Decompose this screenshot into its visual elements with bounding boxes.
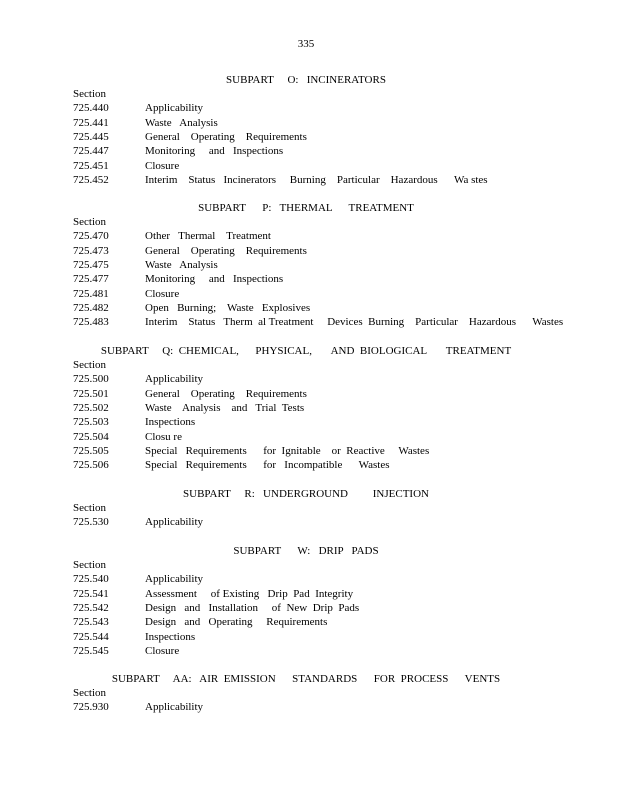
section-number: 725.482	[73, 301, 109, 314]
section-title: Design and Operating Requirements	[145, 616, 328, 629]
subpart-heading: SUBPART O: INCINERATORS	[226, 74, 386, 86]
section-number: 725.501	[73, 387, 109, 400]
section-title: Inspections	[145, 416, 196, 429]
page-number: 335	[297, 38, 315, 50]
section-number: 725.540	[73, 573, 109, 586]
section-title: Inspections	[145, 630, 196, 643]
section-title: Assessment of Existing Drip Pad Integrity	[145, 587, 354, 600]
section-title: Applicability	[145, 701, 204, 714]
section-label: Section	[73, 559, 106, 571]
section-number: 725.930	[73, 701, 109, 714]
section-number: 725.503	[73, 416, 109, 429]
subpart-heading: SUBPART R: UNDERGROUND INJECTION	[183, 488, 429, 500]
section-title: Applicability	[145, 373, 204, 386]
subpart-heading: SUBPART AA: AIR EMISSION STANDARDS FOR PROCESS VENTS	[111, 673, 501, 685]
section-number: 725.483	[73, 316, 109, 329]
section-title: Applicability	[145, 573, 204, 586]
section-number: 725.545	[73, 644, 109, 657]
section-number: 725.481	[73, 287, 109, 300]
section-number: 725.505	[73, 444, 109, 457]
section-number: 725.544	[73, 630, 109, 643]
section-number: 725.502	[73, 401, 109, 414]
section-title: Special Requirements for Incompatible Wastes	[145, 459, 390, 472]
section-number: 725.451	[73, 159, 109, 172]
section-title: Monitoring and Inspections	[145, 145, 284, 158]
section-number: 725.504	[73, 430, 109, 443]
section-label: Section	[73, 359, 106, 371]
section-title: Interim Status Incinerators Burning Particular Hazardous Wa stes	[145, 173, 488, 186]
section-number: 725.500	[73, 373, 109, 386]
section-title: Closure	[145, 159, 180, 172]
section-label: Section	[73, 687, 106, 699]
section-title: General Operating Requirements	[145, 130, 307, 143]
section-number: 725.475	[73, 258, 109, 271]
subpart-heading: SUBPART P: THERMAL TREATMENT	[198, 202, 414, 214]
subpart-heading: SUBPART W: DRIP PADS	[233, 545, 379, 557]
section-title: Closure	[145, 287, 180, 300]
section-title: Applicability	[145, 516, 204, 529]
section-title: General Operating Requirements	[145, 387, 307, 400]
section-title: Closu re	[145, 430, 182, 443]
section-title: Waste Analysis	[145, 258, 218, 271]
subpart-heading: SUBPART Q: CHEMICAL, PHYSICAL, AND BIOLOGICAL TREATMENT	[100, 345, 512, 357]
section-title: Waste Analysis	[145, 116, 218, 129]
section-number: 725.530	[73, 516, 109, 529]
section-number: 725.542	[73, 601, 109, 614]
section-number: 725.477	[73, 273, 109, 286]
section-number: 725.543	[73, 616, 109, 629]
section-title: Waste Analysis and Trial Tests	[145, 401, 305, 414]
section-number: 725.541	[73, 587, 109, 600]
section-label: Section	[73, 502, 106, 514]
section-label: Section	[73, 216, 106, 228]
section-number: 725.473	[73, 244, 109, 257]
section-title: Monitoring and Inspections	[145, 273, 284, 286]
section-number: 725.441	[73, 116, 109, 129]
section-title: Interim Status Therm al Treatment Devices Burning Particular Hazardous Wastes	[145, 316, 564, 329]
section-number: 725.447	[73, 145, 109, 158]
section-number: 725.445	[73, 130, 109, 143]
section-title: Open Burning; Waste Explosives	[145, 301, 311, 314]
section-title: General Operating Requirements	[145, 244, 307, 257]
section-number: 725.452	[73, 173, 109, 186]
section-title: Applicability	[145, 102, 204, 115]
section-title: Special Requirements for Ignitable or Reactive Wastes	[145, 444, 430, 457]
section-title: Other Thermal Treatment	[145, 230, 271, 243]
section-number: 725.506	[73, 459, 109, 472]
section-title: Closure	[145, 644, 180, 657]
section-label: Section	[73, 88, 106, 100]
section-title: Design and Installation of New Drip Pads	[145, 601, 360, 614]
section-number: 725.440	[73, 102, 109, 115]
section-number: 725.470	[73, 230, 109, 243]
